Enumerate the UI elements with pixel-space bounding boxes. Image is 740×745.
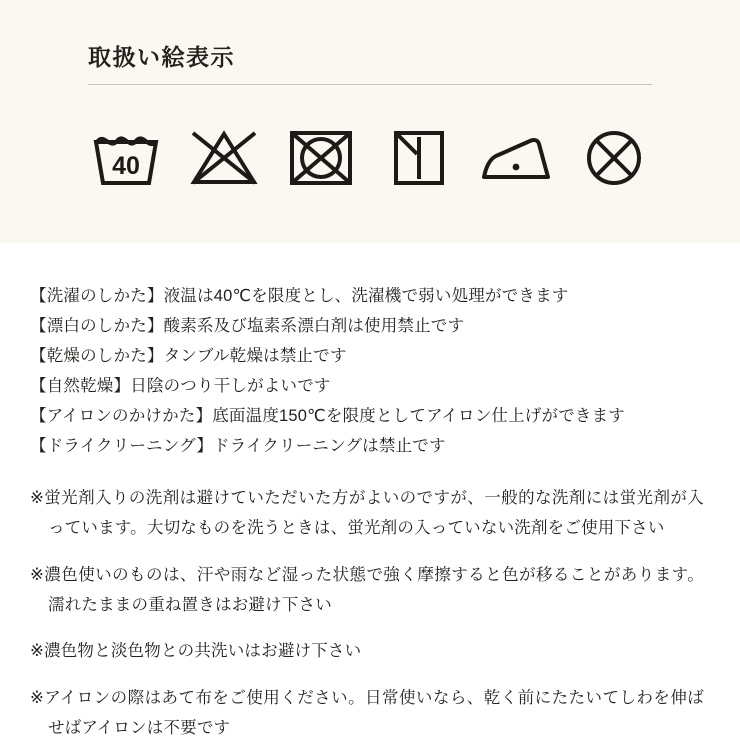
list-item: 【洗濯のしかた】液温は40℃を限度とし、洗濯機で弱い処理ができます — [30, 287, 569, 305]
iron-150-icon — [478, 124, 554, 192]
page-title: 取扱い絵表示 — [88, 44, 235, 70]
list-item: ※濃色使いのものは、汗や雨など湿った状態で強く摩擦すると色が移ることがあります。濡れたままの重ね置きはお避け下さい — [30, 565, 704, 614]
list-item: ※アイロンの際はあて布をご使用ください。日常使いなら、乾く前にたたいてしわを伸ばせばアイロンは不要です — [30, 688, 704, 737]
list-item: 【ドライクリーニング】ドライクリーニングは禁止です — [30, 437, 446, 455]
no-dry-clean-icon — [576, 124, 652, 192]
header-band — [0, 0, 740, 243]
title-divider — [88, 84, 652, 85]
list-item: 【漂白のしかた】酸素系及び塩素系漂白剤は使用禁止です — [30, 317, 465, 335]
care-body — [0, 243, 740, 745]
wash-40-icon — [88, 124, 164, 192]
list-item: 【乾燥のしかた】タンブル乾燥は禁止です — [30, 347, 347, 365]
care-instruction-list — [30, 281, 710, 461]
wash-temp-value: 40 — [112, 152, 140, 180]
list-item: 【アイロンのかけかた】底面温度150℃を限度としてアイロン仕上げができます — [30, 407, 625, 425]
list-item: ※蛍光剤入りの洗剤は避けていただいた方がよいのですが、一般的な洗剤には蛍光剤が入っています。大切なものを洗うときは、蛍光剤の入っていない洗剤をご使用下さい — [30, 489, 704, 537]
title-row — [88, 44, 652, 85]
notes-section — [30, 483, 710, 743]
list-item: ※濃色物と淡色物との共洗いはお避け下さい — [30, 642, 362, 660]
list-item: 【自然乾燥】日陰のつり干しがよいです — [30, 377, 331, 395]
line-dry-shade-icon — [381, 124, 457, 192]
no-bleach-icon — [186, 124, 262, 192]
care-symbols-row — [88, 118, 652, 198]
no-tumble-dry-icon — [283, 124, 359, 192]
